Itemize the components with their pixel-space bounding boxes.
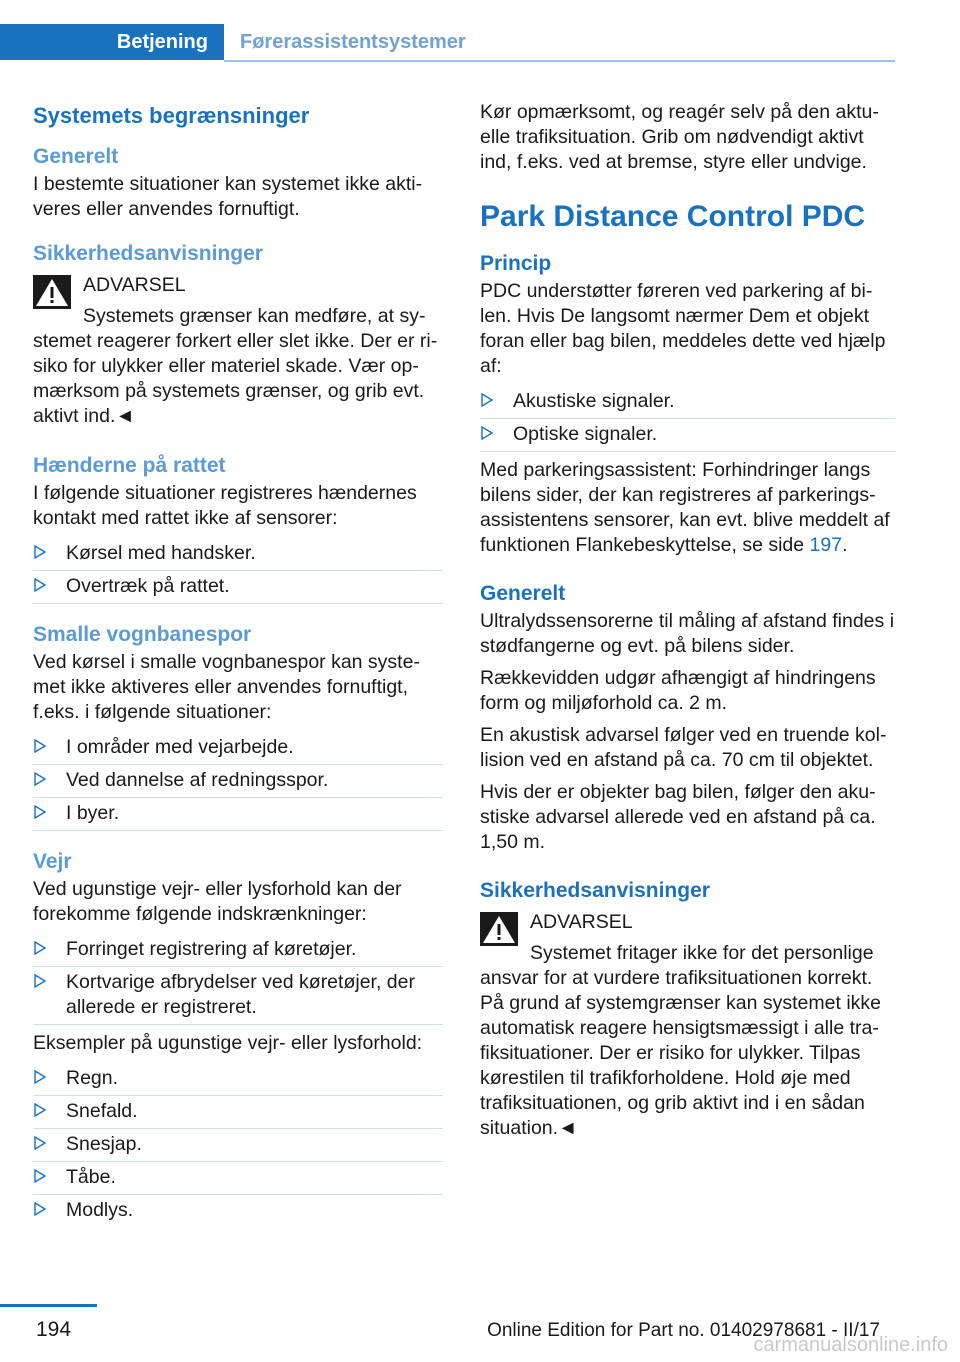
list-item-text: Ved dannelse af redningsspor. [66,769,329,791]
chapter-tab: Førerassistentsystemer [240,30,466,53]
weather-list [33,934,443,1025]
generelt-p3: En akustisk advarsel følger ved en truende kollision ved en afstand på ca. 70 cm til objektet. [480,724,887,771]
warning-box [33,273,443,429]
list-item-text: Snesjap. [66,1133,142,1155]
list-item [33,934,443,967]
triangle-right-outline-icon [33,1202,47,1216]
list-item [33,765,443,798]
list-item [480,386,895,419]
warning-triangle-icon [480,912,518,946]
lanes-list [33,732,443,831]
examples-text: Eksempler på ugunstige vejr- eller lysforhold: [33,1032,423,1054]
list-item [33,1195,443,1227]
list-item-text: Regn. [66,1067,119,1089]
triangle-right-outline-icon [33,772,47,786]
list-item [480,419,895,452]
warning-title: ADVARSEL [83,274,186,296]
generelt-p2: Rækkevidden udgør afhængigt af hindringens form og miljøforhold ca. 2 m. [480,667,876,714]
list-item-text: I byer. [66,802,120,824]
hands-text: I følgende situationer registreres hændernes kontakt med rattet ikke af sensorer: [33,482,417,529]
generelt-text: I bestemte situationer kan systemet ikke aktiveres eller anvendes fornuftigt. [33,173,423,220]
triangle-right-outline-icon [33,1103,47,1117]
list-item-text: Modlys. [66,1199,134,1221]
section-title: Systemets begrænsninger [33,103,310,128]
lanes-text: Ved kørsel i smalle vognbanespor kan systemet ikke aktiveres eller anvendes fornuftigt, f.eks. i følgende situationer: [33,651,420,723]
triangle-right-outline-icon [33,1169,47,1183]
triangle-right-outline-icon [33,805,47,819]
warning-text: Systemets grænser kan medføre, at systemet reagerer forkert eller slet ikke. Der er risiko for ulykker eller materiel skade. Vær opmærksom på systemets grænser, og grib evt. aktivt ind.◄ [33,305,438,427]
list-item-text: Akustiske signaler. [513,390,675,412]
list-item-text: Tåbe. [66,1166,116,1188]
triangle-right-outline-icon [33,578,47,592]
generelt-p1: Ultralydssensorerne til måling af afstand findes i stødfangerne og evt. på bilens sider. [480,610,895,657]
heading-safety-right: Sikkerhedsanvisninger [480,879,710,902]
assist-text-before: Med parkeringsassistent: Forhindringer langs bilens sider, der kan registreres af parkeringsassistentens sensorer, kan evt. blive meddelt af funktionen Flankebeskyttelse, se side [480,459,890,556]
list-item-text: Kørsel med handsker. [66,542,256,564]
weather-text: Ved ugunstige vejr- eller lysforhold kan der forekomme følgende indskrænkninger: [33,878,402,925]
princip-list [480,386,895,452]
intro-text: Kør opmærksomt, og reagér selv på den aktuelle trafiksituation. Grib om nødvendigt aktivt ind, f.eks. ved at bremse, styre eller undvige. [480,101,879,173]
list-item-text: Kortvarige afbrydelser ved køretøjer, der allerede er registreret. [66,971,415,1018]
heading-safety: Sikkerhedsanvisninger [33,242,263,265]
list-item-text: Overtræk på rattet. [66,575,230,597]
warning-box [480,910,895,1141]
page-header [0,24,895,62]
list-item-text: Optiske signaler. [513,423,658,445]
warning-triangle-icon [33,275,71,309]
page-link-197[interactable]: 197 [809,534,843,556]
watermark: carmanualsonline.info [753,1334,948,1356]
heading-lanes: Smalle vognbanespor [33,623,252,646]
triangle-right-outline-icon [480,393,494,407]
list-item [33,1063,443,1096]
footer-rule [0,1304,97,1307]
warning-text: Systemet fritager ikke for det personlige ansvar for at vurdere trafiksituationen korrekt. På grund af systemgrænser kan systemet ikke automatisk reagere hensigtsmæssigt i alle trafiksituationer. Der er risiko for ulykker. Tilpas kørestilen til trafikforholdene. Hold øje med trafiksituationen, og grib aktivt ind i en sådan situation.◄ [480,942,881,1139]
heading-weather: Vejr [33,850,72,873]
hands-list [33,538,443,604]
list-item [33,1096,443,1129]
left-column [33,100,443,1227]
examples-list [33,1063,443,1227]
princip-text: PDC understøtter føreren ved parkering af bilen. Hvis De langsomt nærmer Dem et objekt foran eller bag bilen, meddeles dette ved hjælp af: [480,280,886,377]
list-item [33,967,443,1025]
assist-text-after: . [842,534,848,556]
heading-generelt-right: Generelt [480,582,566,605]
edition-text: Online Edition for Part no. 01402978681 - II/17 [487,1320,880,1341]
list-item [33,571,443,604]
triangle-right-outline-icon [33,941,47,955]
triangle-right-outline-icon [33,1136,47,1150]
assist-text [480,458,895,558]
list-item [33,732,443,765]
header-rule [224,60,895,62]
list-item [33,798,443,831]
list-item [33,1162,443,1195]
list-item [33,1129,443,1162]
triangle-right-outline-icon [33,974,47,988]
page-number: 194 [36,1318,72,1341]
list-item-text: Snefald. [66,1100,138,1122]
list-item-text: I områder med vejarbejde. [66,736,294,758]
heading-princip: Princip [480,252,552,275]
heading-generelt: Generelt [33,145,119,168]
warning-title: ADVARSEL [530,911,633,933]
triangle-right-outline-icon [480,426,494,440]
pdc-title: Park Distance Control PDC [480,200,866,233]
triangle-right-outline-icon [33,545,47,559]
list-item [33,538,443,571]
section-tab: Betjening [0,24,224,60]
triangle-right-outline-icon [33,1070,47,1084]
heading-hands: Hænderne på rattet [33,454,226,477]
list-item-text: Forringet registrering af køretøjer. [66,938,357,960]
generelt-p4: Hvis der er objekter bag bilen, følger den akustiske advarsel allerede ved en afstand på ca. 1,50 m. [480,781,876,853]
triangle-right-outline-icon [33,739,47,753]
right-column [480,100,895,1147]
